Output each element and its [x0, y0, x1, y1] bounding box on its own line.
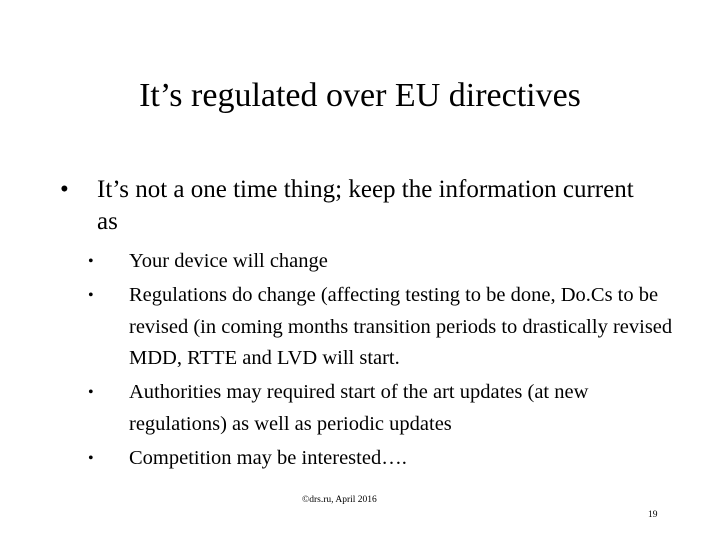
sub-bullet-glyph: •	[88, 384, 94, 401]
sub-bullet-item	[88, 377, 688, 440]
slide-title: It’s regulated over EU directives	[139, 77, 581, 114]
sub-bullet-glyph: •	[88, 287, 94, 304]
sub-bullet-glyph: •	[88, 449, 94, 467]
sub-bullet-text: Your device will change	[129, 250, 328, 272]
sub-bullet-item	[88, 443, 688, 475]
bullet-glyph: •	[60, 176, 69, 203]
page-number: 19	[648, 510, 658, 520]
sub-bullet-item	[88, 246, 688, 278]
slide-footer: ©drs.ru, April 2016	[302, 495, 377, 505]
sub-bullet-text: Competition may be interested….	[129, 446, 407, 469]
sub-bullet-glyph: •	[88, 253, 94, 270]
sub-bullet-text: Regulations do change (affecting testing to be done, Do.Cs to be revised (in coming months transition periods to drastically revised MDD, RTTE and LVD will start.	[129, 284, 673, 369]
sub-bullet-text: Authorities may required start of the art updates (at new regulations) as well as periodic updates	[129, 381, 589, 435]
sub-bullet-list	[88, 246, 688, 477]
main-bullet-text: It’s not a one time thing; keep the information current as	[97, 176, 634, 235]
sub-bullet-item	[88, 280, 688, 375]
